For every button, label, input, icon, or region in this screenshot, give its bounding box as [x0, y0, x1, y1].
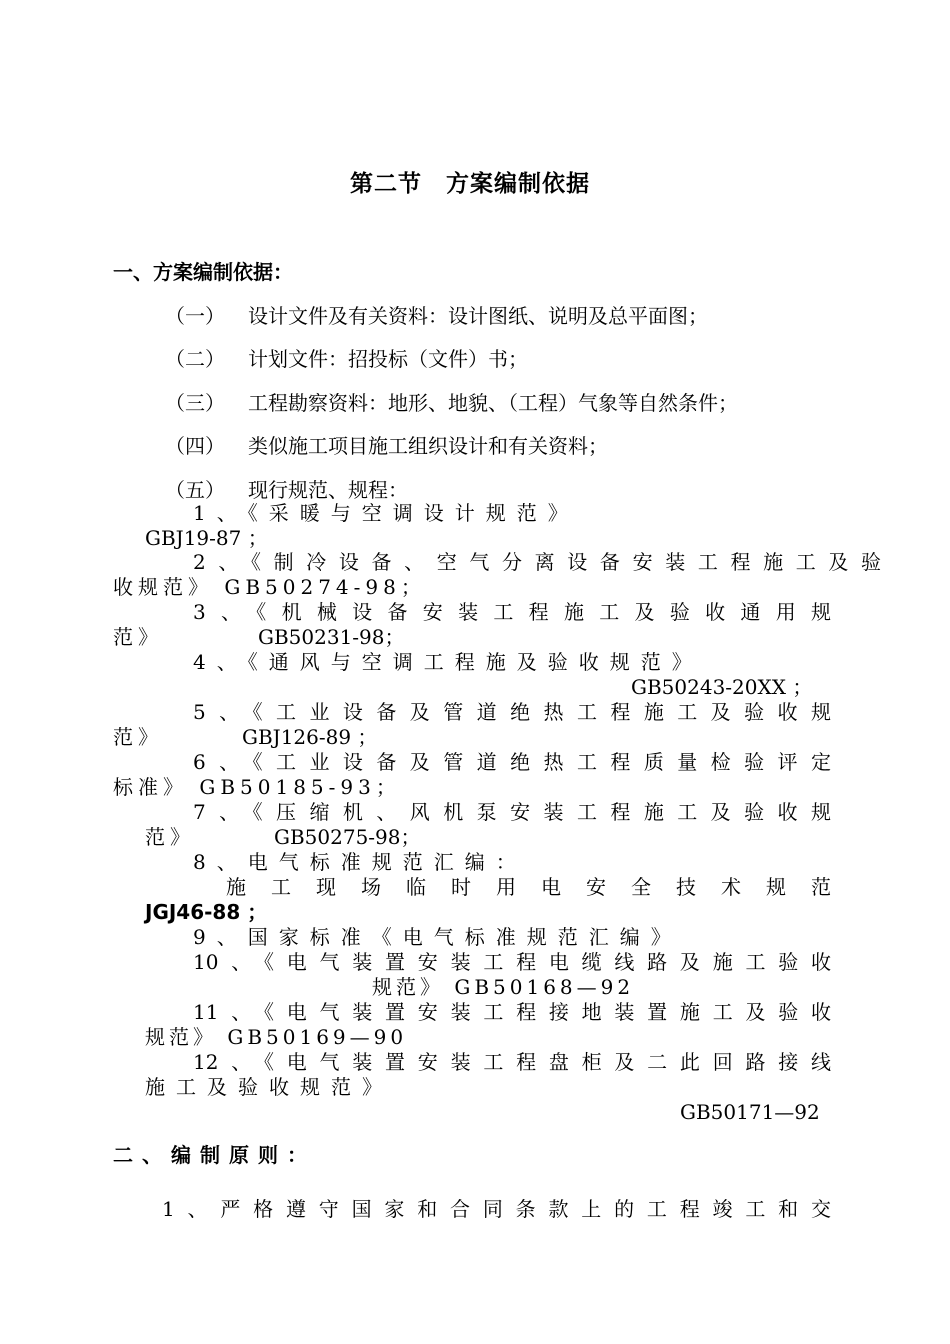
basis-text-5: 现行规范、规程：	[248, 478, 408, 502]
basis-text-2: 计划文件：招投标（文件）书；	[248, 347, 528, 371]
principle-1-line: 1、严格遵守国家和合同条款上的工程竣工和交	[162, 1197, 831, 1221]
basis-text-4: 类似施工项目施工组织设计和有关资料；	[248, 434, 608, 458]
standard-7-code: GB50275-98；	[274, 825, 421, 849]
standard-4-line: 4、《通风与空调工程施及验收规范》	[193, 650, 703, 674]
standard-3-line: 3、《机械设备安装工程施工及验收通用规	[193, 600, 831, 624]
standard-10-code: 规范》 GB50168—92	[372, 975, 635, 999]
standard-6-line: 6、《工业设备及管道绝热工程质量检验评定	[193, 750, 831, 774]
standard-1-line: 1、《采暖与空调设计规范》	[193, 501, 579, 525]
standard-8-line: 8、电气标准规范汇编：	[193, 850, 527, 874]
standard-5-tail: 范》	[113, 725, 163, 749]
standard-2-line: 2、《制冷设备、空气分离设备安装工程施工及验	[193, 550, 881, 574]
standard-3-code: GB50231-98；	[258, 625, 405, 649]
standard-9-line: 9、国家标准《电气标准规范汇编》	[193, 925, 682, 949]
basis-text-1: 设计文件及有关资料：设计图纸、说明及总平面图；	[248, 304, 708, 328]
standard-12-line: 12、《电气装置安装工程盘柜及二此回路接线	[193, 1050, 831, 1074]
standard-6-code: 标准》 GB50185-93；	[113, 775, 401, 799]
standard-7-line: 7、《压缩机、风机泵安装工程施工及验收规	[193, 800, 831, 824]
standard-8-title: 施工现场临时用电安全技术规范	[226, 875, 831, 899]
standard-4-code: GB50243-20XX ；	[631, 675, 813, 699]
section-1-heading: 一、方案编制依据：	[113, 260, 293, 284]
basis-num-1: （一）	[165, 304, 225, 328]
standard-10-line: 10、《电气装置安装工程电缆线路及施工验收	[193, 950, 831, 974]
standard-5-code: GBJ126-89 ；	[242, 725, 378, 749]
basis-num-3: （三）	[165, 391, 225, 415]
basis-num-4: （四）	[165, 434, 225, 458]
basis-num-5: （五）	[165, 478, 225, 502]
standard-7-tail: 范》	[145, 825, 195, 849]
standard-1-code: GBJ19-87 ；	[145, 526, 268, 550]
standard-11-line: 11、《电气装置安装工程接地装置施工及验收	[193, 1000, 831, 1024]
standard-3-tail: 范》	[113, 625, 163, 649]
standard-12-tail: 施工及验收规范》	[145, 1075, 393, 1099]
standard-8-code: JGJ46-88 ；	[145, 900, 268, 924]
basis-text-3: 工程勘察资料：地形、地貌、（工程）气象等自然条件；	[248, 391, 738, 415]
section-2-heading: 二、编制原则：	[113, 1143, 316, 1167]
page-title: 第二节 方案编制依据	[350, 171, 590, 197]
standard-12-code: GB50171—92	[680, 1100, 820, 1124]
standard-11-code: 规范》 GB50169—90	[145, 1025, 408, 1049]
standard-2-code: 收规范》 GB50274-98；	[113, 575, 426, 599]
standard-5-line: 5、《工业设备及管道绝热工程施工及验收规	[193, 700, 831, 724]
basis-num-2: （二）	[165, 347, 225, 371]
